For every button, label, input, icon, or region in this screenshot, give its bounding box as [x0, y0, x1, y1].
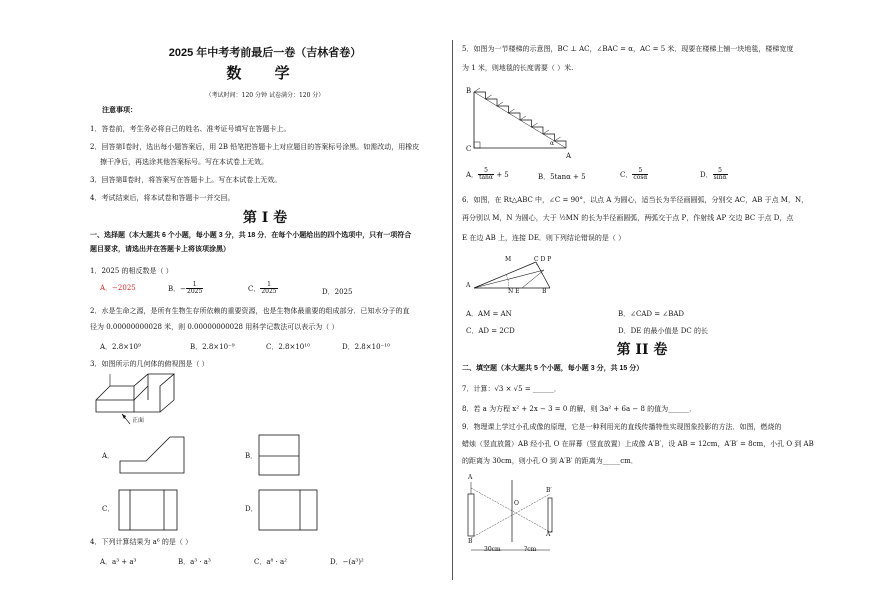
q6-stem: 6．如图，在 Rt△ABC 中，∠C = 90°，以点 A 为圆心，适当长为半径画圆弧，分别交 AC，AB 于点 M，N，: [462, 196, 809, 204]
q6-label-cdp: C D P: [534, 256, 552, 263]
q9-label-o: O: [514, 500, 519, 507]
q4-stem: 4．下列计算结果为 a⁶ 的是（ ）: [90, 538, 193, 546]
q5-label-c: C: [466, 145, 472, 153]
q1-c-fraction: [260, 282, 277, 296]
q5-stem: 5．如图为一节楼梯的示意图，BC ⊥ AC，∠BAC = α，AC = 5 米．现要在楼梯上铺一块地毯，楼梯宽度: [462, 45, 794, 53]
q5-step-edge: [486, 95, 492, 99]
exam-info: （考试时间：120 分钟 试卷满分：120 分）: [205, 92, 325, 99]
q5-option-b: B．5tanα + 5: [538, 173, 586, 181]
q5-a-prefix: A．: [466, 170, 479, 179]
q6-triangle-figure: [470, 250, 570, 302]
q5-step-edge: [497, 102, 503, 106]
q4-option-d: D．−(a³)²: [330, 558, 364, 566]
page-title: 2025 年中考考前最后一卷（吉林省卷）: [168, 47, 362, 59]
subject-title: 数 学: [226, 64, 304, 82]
q6-stem-cont2: E 在边 AB 上，连接 DE．则下列结论错误的是（ ）: [462, 234, 626, 242]
q6-option-b: B．∠CAD = ∠BAD: [618, 310, 685, 318]
q5-a-suffix: + 5: [496, 170, 509, 179]
q9-stem: 9．物理课上学过小孔成像的原理，它是一种利用光的直线传播特性实现图象投影的方法．如图，燃烧的: [462, 423, 782, 431]
column-divider: [452, 40, 453, 580]
q5-c-fraction: [632, 168, 648, 182]
q5-option-c: [620, 168, 648, 182]
q2-stem: 2．水是生命之源，是所有生物生存所依赖的重要资源，也是生物体最重要的组成部分．已知水分子的直: [90, 307, 410, 315]
note-item: 3．回答第Ⅱ卷时，将答案写在答题卡上。写在本试卷上无效。: [90, 176, 282, 184]
note-item: 4．考试结束后，将本试卷和答题卡一并交回。: [90, 194, 235, 202]
q9-label-a: A: [468, 474, 473, 481]
q3-front-label: 正面: [132, 417, 145, 424]
q6-options-row1: [466, 310, 708, 319]
q6-label-n: N E: [508, 288, 520, 295]
q5-c-num: 5: [638, 167, 643, 174]
q2-option-c: C．2.8×10¹⁰: [266, 343, 310, 351]
q9-label-unknown: ?cm: [524, 546, 537, 553]
q4-options: [100, 558, 420, 567]
q8-stem: 8．若 a 为方程 x² + 2x − 3 = 0 的解，则 3a² + 6a − 8 的值为______．: [462, 405, 697, 413]
q5-label-alpha: α: [550, 140, 555, 147]
q2-options: [100, 343, 432, 352]
q5-d-prefix: D．: [700, 170, 713, 179]
q1-option-a: [100, 284, 136, 293]
q5-step-edge: [532, 123, 538, 127]
q6-options-row2: [466, 327, 778, 336]
q3-option-d: D．: [245, 505, 258, 513]
q3-stem: 3．如图所示的几何体的俯视图是（ ）: [90, 360, 209, 368]
q5-option-a: [466, 168, 509, 182]
q1-b-prefix: B．−: [168, 284, 187, 293]
q5-d-num: 5: [718, 167, 722, 174]
q5-stem-cont: 为 1 米，则地毯的长度需要（ ）米.: [462, 64, 574, 72]
q5-a-num: 5: [484, 167, 488, 174]
q5-staircase-figure: [462, 82, 582, 162]
section1-heading: 一、选择题（本大题共 6 个小题，每小题 3 分，共 18 分．在每个小题给出的四个选项中，只有一项符合: [90, 232, 412, 239]
q9-stem-cont: 蜡烛（竖直放置）AB 经小孔 O 在屏幕（竖直放置）上成像 A′B′，设 AB = 12cm，A′B′ = 8cm，小孔 O 到 AB: [462, 440, 814, 448]
q1-c-den: 2025: [261, 288, 277, 296]
q5-label-b: B: [466, 87, 472, 95]
q5-step-edge: [555, 137, 561, 141]
q2-option-a: A．2.8×10⁹: [100, 343, 141, 351]
q1-b-fraction: [186, 282, 203, 296]
q5-step-edge: [509, 109, 515, 113]
q1-option-a-text: A．−2025: [100, 284, 136, 292]
q9-label-a-prime: A′: [546, 531, 552, 538]
q5-c-den: cosα: [633, 174, 648, 182]
q6-option-c: C．AD = 2CD: [466, 327, 515, 335]
q3-option-c: C．: [102, 505, 115, 513]
q1-b-den: 2025: [187, 288, 203, 296]
q5-d-den: sinα: [713, 174, 727, 182]
q5-step-edge: [543, 130, 549, 134]
q1-option-c: [248, 282, 278, 296]
q5-a-den: tanα: [479, 174, 493, 182]
note-item: 1．答卷前，考生务必将自己的姓名、准考证号填写在答题卡上。: [90, 125, 291, 133]
q9-label-30cm: 30cm: [484, 546, 501, 553]
q3-option-b: B．: [245, 452, 258, 460]
q5-a-fraction: [478, 168, 494, 182]
q6-option-d: D．DE 的最小值是 DC 的长: [618, 327, 708, 335]
q6-label-m: M: [505, 256, 512, 263]
q7-stem: 7．计算：√3 × √5 = ______．: [462, 385, 561, 393]
q2-stem-cont: 径为 0.00000000028 米，则 0.00000000028 用科学记数法可以表示为（ ）: [90, 323, 339, 331]
section1-heading-cont: 题目要求，请选出并在答题卡上将该项涂黑）: [90, 246, 230, 253]
q5-step-edge: [520, 116, 526, 120]
q5-step-edge: [474, 88, 480, 92]
q1-c-num: 1: [267, 281, 271, 288]
q1-option-d: D．2025: [322, 288, 353, 296]
q5-label-a: A: [566, 152, 572, 160]
q6-option-a: A．AM = AN: [466, 310, 512, 318]
q6-stem-cont: 再分别以 M，N 为圆心，大于 ½MN 的长为半径画圆弧，两弧交于点 P，作射线 AP 交边 BC 于点 D，点: [462, 214, 794, 222]
q3-option-b-figure: [258, 434, 302, 476]
notes-heading: 注意事项：: [102, 107, 137, 114]
q2-option-b: B．2.8×10⁻⁹: [190, 343, 235, 351]
section2-heading: 二、填空题（本大题共 5 个小题，每小题 3 分，共 15 分）: [462, 365, 644, 372]
q1-b-num: 1: [192, 281, 197, 288]
q3-option-a: A．: [102, 452, 115, 460]
part2-title: 第 II 卷: [616, 342, 668, 358]
q1-stem: 1．2025 的相反数是（ ）: [90, 267, 173, 275]
q9-label-b: B: [468, 538, 473, 545]
q4-option-c: C．a⁸ · a²: [254, 558, 287, 566]
q3-option-c-figure: [118, 489, 180, 531]
q3-option-a-figure: [118, 435, 188, 475]
q5-option-d: [700, 168, 728, 182]
q3-option-d-figure: [258, 489, 320, 531]
q2-option-d: D．2.8×10⁻¹⁰: [342, 343, 390, 351]
q6-label-b: B: [542, 288, 547, 295]
q1-c-prefix: C．: [248, 284, 261, 293]
q9-label-b-prime: B′: [546, 487, 552, 494]
q4-option-a: A．a³ + a³: [100, 558, 137, 566]
q9-pinhole-figure: [462, 472, 572, 562]
q6-label-a: A: [466, 282, 471, 289]
part1-title: 第 I 卷: [242, 210, 288, 226]
q5-d-fraction: [713, 168, 728, 182]
note-item: 擦干净后，再选涂其他答案标号。写在本试卷上无效。: [100, 158, 268, 166]
q5-c-prefix: C．: [620, 170, 633, 179]
q4-option-b: B．a³ · a³: [178, 558, 211, 566]
note-item: 2．回答第Ⅰ卷时，选出每小题答案后，用 2B 铅笔把答题卡上对应题目的答案标号涂黑。如需改动，用橡皮: [90, 143, 420, 151]
q1-option-b: [168, 282, 203, 296]
q9-stem-cont2: 的距离为 30cm，则小孔 O 到 A′B′ 的距离为_____cm．: [462, 457, 638, 465]
